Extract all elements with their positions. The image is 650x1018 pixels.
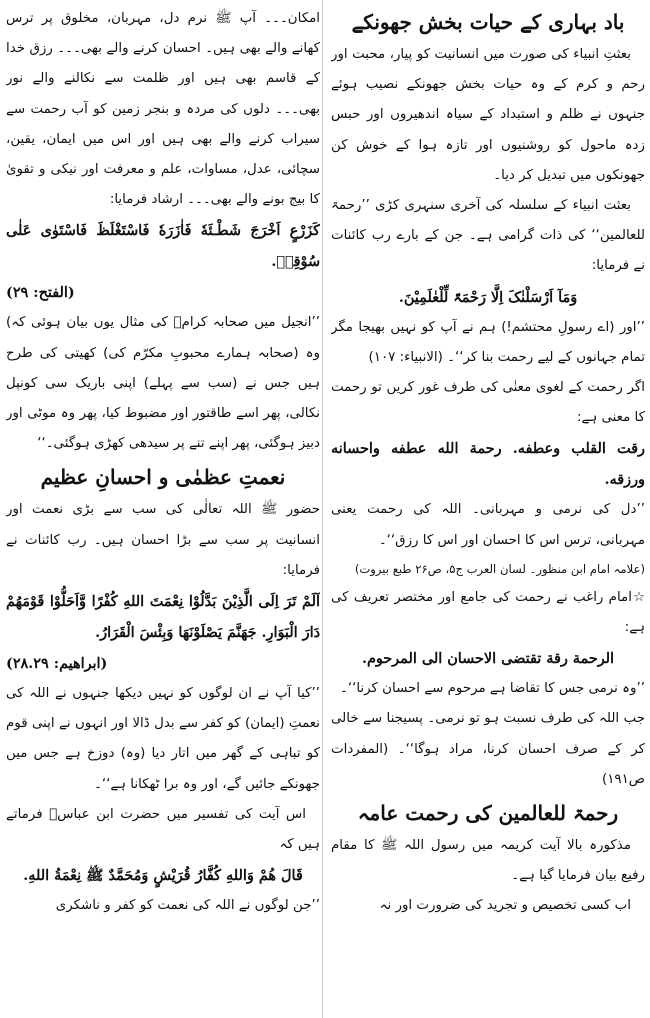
arabic-definition-raghib: الرحمة رقة تقتضی الاحسان الی المرحوم.	[361, 650, 615, 668]
reference-fath: (الفتح: ۲۹)	[6, 284, 75, 302]
quran-verse-fath: کَزَرْعٍ اَخْرَجَ شَطْـئَهٗ فَاٰزَرَهٗ فَاسْتَغْلَظَ فَاسْتَوٰی عَلٰی سُوْقِهٖ.	[6, 222, 320, 271]
arabic-definition: رقت القلب وعطفه. رحمة الله عطفه واحسانه ورزقه.	[331, 440, 645, 489]
paragraph-verse-station: مذکورہ بالا آیت کریمہ میں رسول اللہ ﷺ کا مقام رفیع بیان فرمایا گیا ہے۔	[331, 838, 645, 884]
section-heading-spring-breeze: باد بہاری کے حیات بخش جھونکے	[351, 10, 625, 34]
paragraph-definition-translation: ’’دل کی نرمی و مہربانی۔ اللہ کی رحمت یعنی مہربانی، ترس اس کا احسان اور اس کا رزق‘‘۔	[331, 502, 645, 548]
paragraph-raghib-translation: ’’وہ نرمی جس کا تقاضا ہے مرحوم سے احسان کرنا‘‘۔	[339, 681, 645, 697]
reference-ibrahim: (ابراهیم: ۲۸.۲۹)	[6, 655, 108, 673]
paragraph-literal-meaning: اگر رحمت کے لغوی معنٰی کی طرف غور کریں تو رحمت کا معنی ہے:	[331, 380, 645, 426]
paragraph-imam-raghib: ☆امام راغب نے رحمت کی جامع اور مختصر تعریف کی ہے:	[331, 589, 645, 636]
column-divider	[322, 0, 323, 1018]
reference-lisan-al-arab: (علامہ امام ابن منظور۔ لسان العرب ج۵، ص۲۶ طبع بیروت)	[354, 561, 645, 576]
paragraph-ibn-abbas: اس آیت کی تفسیر میں حضرت ابن عباسؓ فرماتے ہیں کہ	[6, 806, 320, 853]
right-column	[331, 4, 645, 1014]
paragraph-prophethood: بعثتِ انبیاء کی صورت میں انسانیت کو پیار، محبت اور رحم و کرم کے وہ حیات بخش جھونکے نصیب ہوئے جنہوں نے ظلم و استبداد کے سیاہ اندھیروں اور حبس زدہ ماحول کو روشنیوں اور تازہ ہوا کے خوش کن جھونکوں میں تبدیل کر دیا۔	[331, 47, 645, 183]
section-heading-great-blessing: نعمتِ عظمٰی و احسانِ عظیم	[40, 465, 286, 490]
arabic-ibn-abbas-quote: قَالَ هُمْ وَاللهِ كُفَّارُ قُرَيْشٍ وَمُحَمَّدٌ ﷺ نِعْمَةُ اللهِ.	[23, 867, 303, 885]
paragraph-last-link: بعثت انبیاء کے سلسلہ کی آخری سنہری کڑی ’’رحمۃ للعالمین‘‘ کی ذات گرامی ہے۔ جن کے بارے رب کائنات نے فرمایا:	[331, 198, 645, 274]
paragraph-ingratitude: ’’جن لوگوں نے اللہ کی نعمت کو کفر و ناشکری	[55, 898, 320, 914]
paragraph-ibrahim-translation: ’’کیا آپ نے ان لوگوں کو نہیں دیکھا جنہوں نے اللہ کی نعمتِ (ایمان) کو کفر سے بدل ڈالا اور انہوں نے اپنی قوم کو تباہی کے گھر میں اتار دیا (وہ) دوزخ ہے جس میں جھونکے جائیں گے، اور وہ برا ٹھکانا ہے‘‘۔	[6, 686, 320, 792]
quran-verse-anbiya: وَمَآ اَرْسَلْنٰکَ اِلَّا رَحْمَۃً لِّلْعٰلَمِیْنَ.	[398, 288, 578, 306]
left-column	[6, 4, 320, 1014]
paragraph-no-restriction: اب کسی تخصیص و تجرید کی ضرورت اور نہ	[379, 898, 631, 914]
paragraph-allah-attribution: جب اللہ کی طرف نسبت ہو تو نرمی۔ پسیجنا سے خالی کر کے صرف احسان کرنا، مراد ہوگا‘‘۔ (المفردات ص۱۹۱)	[331, 711, 645, 787]
paragraph-injil-example: ’’انجیل میں صحابہ کرامؓ کی مثال یوں بیان ہوئی کہ) وہ (صحابہ ہمارے محبوبِ مکرّم کی) کھیتی کی طرح ہیں جس نے (سب سے پہلے) اپنی باریک سی کونپل نکالی، پھر اسے طاقتور اور مضبوط کیا، پھر وہ موٹی اور دبیز ہوگئی، پھر اپنے تنے پر سیدھی کھڑی ہوگئی۔‘‘	[6, 315, 320, 452]
section-heading-universal-mercy: رحمۃ للعالمین کی رحمت عامہ	[357, 801, 619, 826]
paragraph-possibility: امکان۔۔۔ آپ ﷺ نرم دل، مہربان، مخلوق پر ترس کھانے والے بھی ہیں۔ احسان کرنے والے بھی۔۔۔ رزق خدا کے قاسم بھی ہیں اور ظلمت سے نکالنے والے نور بھی۔۔۔ دلوں کی مردہ و بنجر زمین کو آب رحمت سے سیراب کرنے والے بھی ہیں اور اس میں ایمان، یقین، سچائی، عدل، مساوات، علم و معرفت اور نیکی و تقویٰ کا بیج بونے والے بھی۔۔۔ ارشاد فرمایا:	[6, 11, 320, 208]
paragraph-greatest-blessing: حضور ﷺ اللہ تعالٰی کی سب سے بڑی نعمت اور انسانیت پر سب سے بڑا احسان ہیں۔ رب کائنات نے فرمایا:	[6, 502, 320, 578]
translation-anbiya: ’’اور (اے رسولِ محتشم!) ہم نے آپ کو نہیں بھیجا مگر تمام جہانوں کے لیے رحمت بنا کر‘‘۔ (الانبیاء: ۱۰۷)	[331, 319, 645, 365]
quran-verse-ibrahim: اَلَمْ تَرَ اِلَی الَّذِیْنَ بَدَّلُوْا نِعْمَتَ اللهِ كُفْرًا وَّاَحَلُّوْا قَوْمَهُمْ دَارَ الْبَوَارِ. جَهَنَّمَ يَصْلَوْنَهَا وَبِئْسَ الْقَرَارُ.	[6, 593, 320, 642]
